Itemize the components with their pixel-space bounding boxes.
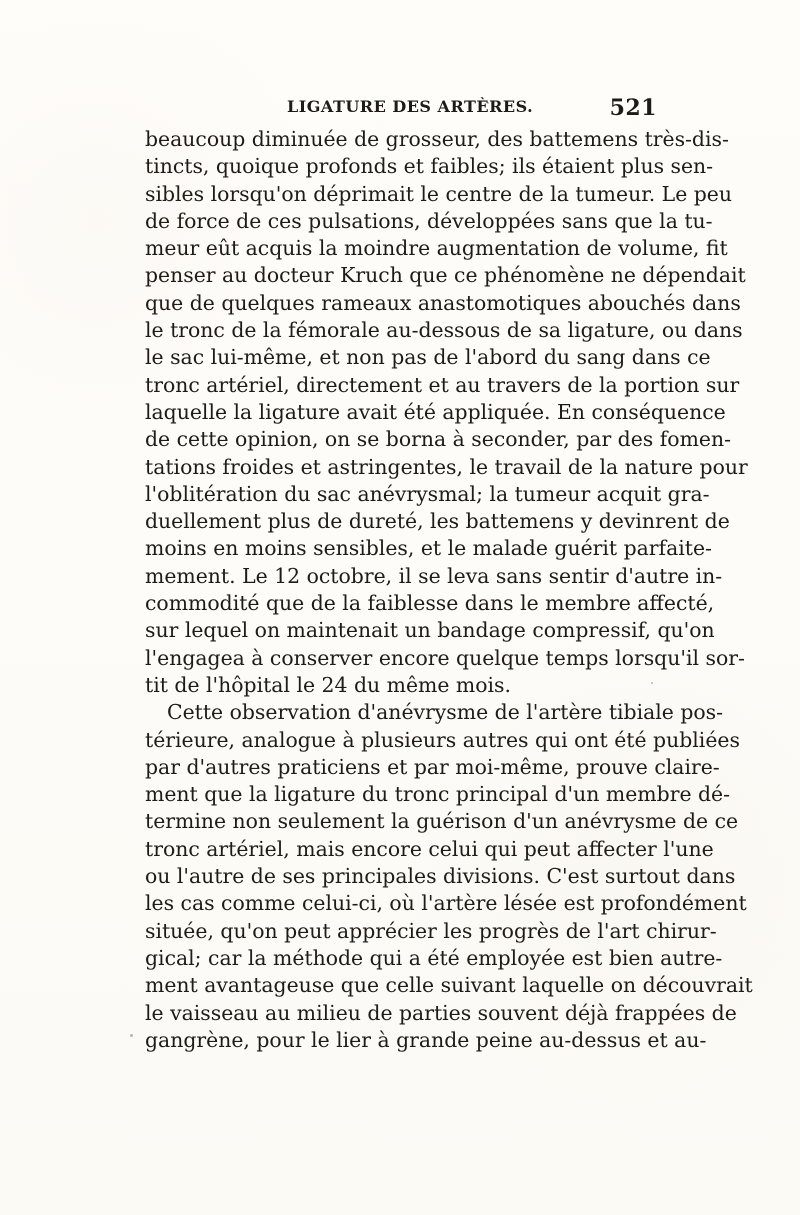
text-line: ment avantageuse que celle suivant laquelle on découvrait (145, 973, 753, 998)
text-line: tincts, quoique profonds et faibles; ils étaient plus sen- (145, 154, 714, 179)
page-header (287, 97, 657, 125)
text-line: tit de l'hôpital le 24 du même mois. (145, 672, 511, 697)
text-line: tations froides et astringentes, le travail de la nature pour (145, 454, 748, 479)
text-line: l'oblitération du sac anévrysmal; la tumeur acquit gra- (145, 481, 710, 506)
text-line: meur eût acquis la moindre augmentation de volume, fit (145, 236, 728, 261)
text-line: penser au docteur Kruch que ce phénomène ne dépendait (145, 263, 746, 288)
text-line: termine non seulement la guérison d'un anévrysme de ce (145, 809, 739, 834)
page-number: 521 (609, 95, 657, 121)
text-line: duellement plus de dureté, les battemens y devinrent de (145, 509, 730, 534)
text-line: tronc artériel, directement et au travers de la portion sur (145, 372, 740, 397)
text-line: sibles lorsqu'on déprimait le centre de la tumeur. Le peu (145, 181, 733, 206)
body-text (145, 126, 753, 1054)
text-line: ou l'autre de ses principales divisions. C'est surtout dans (145, 864, 736, 889)
text-line: sur lequel on maintenait un bandage compressif, qu'on (145, 618, 715, 643)
text-line: de force de ces pulsations, développées sans que la tu- (145, 208, 713, 233)
running-head: LIGATURE DES ARTÈRES. (287, 97, 534, 116)
text-line: située, qu'on peut apprécier les progrès de l'art chirur- (145, 918, 717, 943)
text-line: le vaisseau au milieu de parties souvent déjà frappées de (145, 1000, 737, 1025)
text-line: gical; car la méthode qui a été employée est bien autre- (145, 945, 723, 970)
text-line: tronc artériel, mais encore celui qui peut affecter l'une (145, 836, 714, 861)
text-line: ment que la ligature du tronc principal d'un membre dé- (145, 782, 731, 807)
text-line: les cas comme celui-ci, où l'artère lésée est profondément (145, 891, 747, 916)
text-line: beaucoup diminuée de grosseur, des battemens très-dis- (145, 127, 729, 151)
text-line: par d'autres praticiens et par moi-même, prouve claire- (145, 754, 720, 779)
text-line: que de quelques rameaux anastomotiques abouchés dans (145, 290, 741, 315)
text-line: le tronc de la fémorale au-dessous de sa ligature, ou dans (145, 318, 743, 343)
text-line: de cette opinion, on se borna à seconder, par des fomen- (145, 427, 731, 452)
text-line: laquelle la ligature avait été appliquée. En conséquence (145, 399, 726, 424)
paper-speck (651, 682, 653, 684)
text-line: moins en moins sensibles, et le malade guérit parfaite- (145, 536, 712, 561)
text-line: Cette observation d'anévrysme de l'artère tibiale pos- (167, 700, 724, 725)
paper-speck (130, 1034, 133, 1037)
text-line: l'engagea à conserver encore quelque temps lorsqu'il sor- (145, 645, 745, 670)
text-line: gangrène, pour le lier à grande peine au-dessus et au- (145, 1027, 707, 1052)
text-line: commodité que de la faiblesse dans le membre affecté, (145, 591, 715, 616)
text-line: térieure, analogue à plusieurs autres qui ont été publiées (145, 727, 740, 752)
text-line: mement. Le 12 octobre, il se leva sans sentir d'autre in- (145, 563, 723, 588)
text-line: le sac lui-même, et non pas de l'abord du sang dans ce (145, 345, 711, 370)
paper-speck (487, 102, 489, 104)
